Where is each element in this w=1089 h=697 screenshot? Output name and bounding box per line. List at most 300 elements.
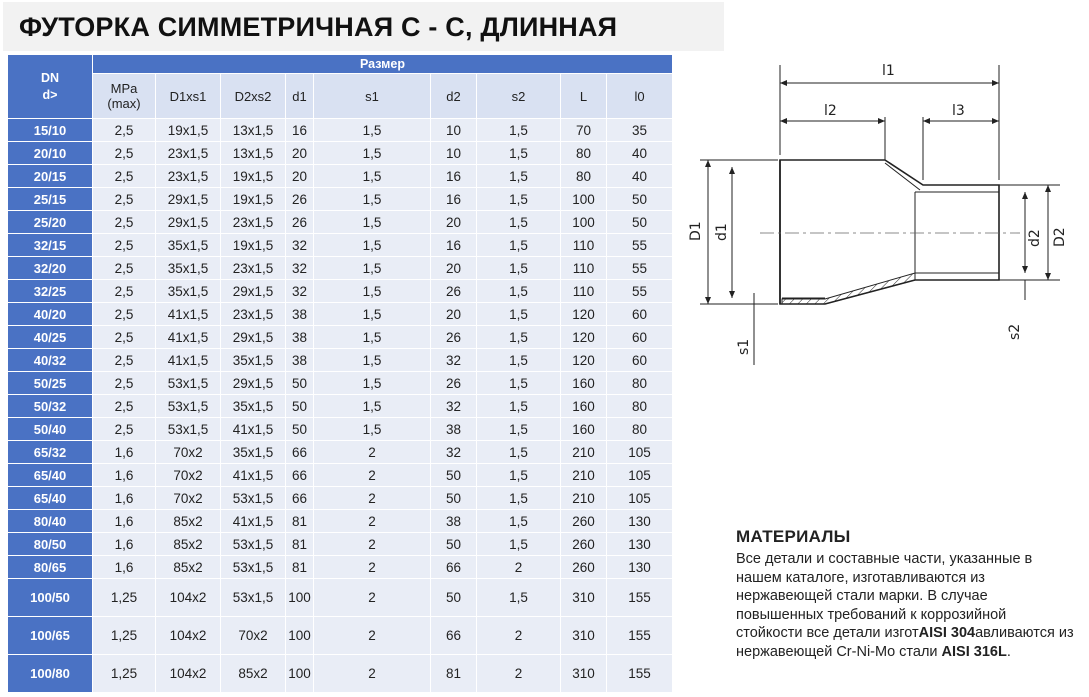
table-cell: 10 [431,119,477,142]
dn-cell: 65/32 [8,441,93,464]
table-cell: 85x2 [156,556,221,579]
table-cell: 20 [286,165,314,188]
table-cell: 2 [314,510,431,533]
table-cell: 1,5 [477,303,561,326]
table-row [8,188,673,211]
table-cell: 2,5 [93,257,156,280]
table-cell: 80 [607,395,673,418]
table-cell: 1,5 [314,142,431,165]
materials-text-part2: авливаются из нержавеющей Cr-Ni-Mo стали [736,625,1074,660]
table-cell: 10 [431,142,477,165]
table-cell: 29x1,5 [156,211,221,234]
table-cell: 2 [314,441,431,464]
table-cell: 1,5 [477,326,561,349]
table-row [8,395,673,418]
table-body [8,119,673,693]
table-cell: 1,5 [314,119,431,142]
table-cell: 53x1,5 [221,579,286,617]
table-cell: 23x1,5 [221,211,286,234]
table-cell: 1,5 [477,142,561,165]
table-cell: 53x1,5 [156,395,221,418]
table-cell: 104x2 [156,579,221,617]
table-cell: 13x1,5 [221,142,286,165]
table-row [8,326,673,349]
table-row [8,418,673,441]
table-row [8,510,673,533]
dn-header [8,55,93,119]
table-cell: 1,5 [477,395,561,418]
label-l3: l3 [952,103,965,119]
column-header-text: MPa [110,81,138,96]
table-cell: 130 [607,556,673,579]
dn-cell: 32/20 [8,257,93,280]
dn-cell: 32/15 [8,234,93,257]
table-cell: 29x1,5 [156,188,221,211]
table-cell: 53x1,5 [221,556,286,579]
label-s2: s2 [1007,323,1023,340]
table-cell: 1,6 [93,441,156,464]
column-header-text: d1 [292,88,307,104]
table-cell: 104x2 [156,617,221,655]
table-cell: 2 [314,617,431,655]
table-cell: 50 [431,487,477,510]
table-row [8,579,673,617]
table-cell: 1,5 [477,349,561,372]
table-cell: 26 [286,211,314,234]
table-cell: 35x1,5 [221,349,286,372]
column-header-text: l0 [634,88,645,104]
column-header [156,74,221,119]
table-cell: 16 [431,188,477,211]
table-row [8,533,673,556]
table-cell: 2 [314,533,431,556]
column-header-text: L [579,88,588,104]
table-cell: 210 [561,487,607,510]
label-l2: l2 [824,103,837,119]
materials-text-part1: Все детали и составные части, указанные в нашем каталоге, изготавливаются из нержавеющей стали марки. В случае повышенных требований к коррозийной стойкости все детали изгот [736,551,1033,642]
table-row [8,464,673,487]
column-header-text: s1 [365,88,379,104]
table-cell: 50 [286,372,314,395]
table-cell: 50 [607,188,673,211]
column-header-text: d2 [446,88,461,104]
table-cell: 16 [286,119,314,142]
dn-cell: 40/25 [8,326,93,349]
table-cell: 20 [431,257,477,280]
table-row [8,556,673,579]
table-cell: 60 [607,303,673,326]
table-cell: 81 [431,655,477,693]
table-cell: 53x1,5 [221,487,286,510]
table-cell: 55 [607,280,673,303]
table-cell: 120 [561,349,607,372]
column-header [314,74,431,119]
materials-section [736,527,1076,662]
table-cell: 23x1,5 [156,142,221,165]
table-row [8,655,673,693]
spec-table [7,54,673,693]
table-cell: 38 [431,510,477,533]
table-cell: 1,5 [477,533,561,556]
table-cell: 1,5 [477,579,561,617]
table-cell: 1,5 [314,303,431,326]
table-cell: 41x1,5 [156,303,221,326]
table-cell: 35 [607,119,673,142]
table-cell: 2,5 [93,188,156,211]
column-header [607,74,673,119]
table-cell: 70 [561,119,607,142]
dn-cell: 25/20 [8,211,93,234]
column-header-row [8,74,673,119]
table-cell: 160 [561,395,607,418]
reducer-drawing-svg [690,55,1070,375]
dn-cell: 32/25 [8,280,93,303]
table-row [8,119,673,142]
table-cell: 2,5 [93,418,156,441]
label-d2: d2 [1027,229,1043,247]
table-cell: 32 [431,349,477,372]
table-cell: 66 [286,464,314,487]
table-cell: 110 [561,234,607,257]
table-cell: 155 [607,617,673,655]
table-cell: 120 [561,326,607,349]
dn-cell: 50/25 [8,372,93,395]
table-cell: 2,5 [93,211,156,234]
table-cell: 2 [477,556,561,579]
column-header [561,74,607,119]
table-cell: 1,5 [477,418,561,441]
dn-cell: 65/40 [8,487,93,510]
table-cell: 81 [286,556,314,579]
table-cell: 85x2 [156,533,221,556]
table-cell: 110 [561,257,607,280]
dn-cell: 100/50 [8,579,93,617]
table-row [8,257,673,280]
table-cell: 81 [286,510,314,533]
table-cell: 1,6 [93,487,156,510]
table-row [8,280,673,303]
table-cell: 53x1,5 [221,533,286,556]
table-cell: 23x1,5 [221,257,286,280]
materials-title: МАТЕРИАЛЫ [736,527,851,546]
table-cell: 210 [561,464,607,487]
table-cell: 260 [561,510,607,533]
table-cell: 80 [561,165,607,188]
table-cell: 1,5 [314,165,431,188]
table-row [8,234,673,257]
table-cell: 310 [561,579,607,617]
table-cell: 2 [314,464,431,487]
table-cell: 80 [607,372,673,395]
table-cell: 1,5 [477,119,561,142]
table-cell: 66 [286,487,314,510]
table-cell: 1,5 [477,510,561,533]
table-cell: 66 [431,617,477,655]
table-cell: 66 [286,441,314,464]
dn-cell: 40/32 [8,349,93,372]
column-header-text: D2xs2 [234,88,272,104]
table-row [8,303,673,326]
column-header [221,74,286,119]
table-cell: 1,5 [477,165,561,188]
table-cell: 1,5 [314,257,431,280]
table-cell: 260 [561,556,607,579]
table-cell: 2,5 [93,372,156,395]
table-cell: 130 [607,533,673,556]
table-cell: 55 [607,234,673,257]
table-cell: 23x1,5 [156,165,221,188]
table-cell: 26 [431,280,477,303]
table-cell: 1,5 [314,211,431,234]
label-l1: l1 [882,63,895,79]
table-cell: 210 [561,441,607,464]
materials-steel-304: AISI 304 [918,625,976,642]
table-cell: 16 [431,234,477,257]
table-cell: 41x1,5 [156,349,221,372]
table-row [8,142,673,165]
table-cell: 310 [561,617,607,655]
materials-text-end: . [1006,643,1011,660]
dn-cell: 25/15 [8,188,93,211]
table-cell: 2 [314,579,431,617]
table-cell: 13x1,5 [221,119,286,142]
table-cell: 1,5 [314,326,431,349]
table-cell: 32 [286,234,314,257]
table-cell: 50 [286,418,314,441]
dn-cell: 15/10 [8,119,93,142]
table-cell: 32 [431,441,477,464]
table-cell: 1,5 [314,372,431,395]
table-cell: 19x1,5 [221,234,286,257]
table-cell: 1,5 [477,487,561,510]
page-title: ФУТОРКА СИММЕТРИЧНАЯ С - С, ДЛИННАЯ [19,12,618,42]
table-cell: 2,5 [93,119,156,142]
table-cell: 29x1,5 [221,280,286,303]
table-cell: 70x2 [221,617,286,655]
dn-cell: 50/32 [8,395,93,418]
column-header [93,74,156,119]
size-group-header: Размер [93,55,673,74]
table-cell: 60 [607,349,673,372]
table-cell: 1,6 [93,533,156,556]
dn-cell: 20/10 [8,142,93,165]
table-cell: 155 [607,579,673,617]
table-cell: 100 [561,188,607,211]
dn-cell: 80/50 [8,533,93,556]
table-cell: 20 [431,211,477,234]
table-cell: 50 [607,211,673,234]
table-cell: 16 [431,165,477,188]
table-cell: 35x1,5 [156,257,221,280]
title-bar [3,2,724,51]
dn-cell: 100/65 [8,617,93,655]
table-cell: 85x2 [156,510,221,533]
table-cell: 70x2 [156,441,221,464]
table-cell: 50 [431,579,477,617]
table-cell: 310 [561,655,607,693]
table-cell: 80 [607,418,673,441]
table-cell: 38 [286,303,314,326]
table-cell: 2 [314,556,431,579]
column-header-text: s2 [511,88,526,104]
table-cell: 41x1,5 [221,510,286,533]
table-row [8,441,673,464]
table-row [8,349,673,372]
column-header [286,74,314,119]
table-cell: 2 [314,487,431,510]
table-cell: 26 [431,326,477,349]
table-cell: 2 [477,655,561,693]
table-cell: 110 [561,280,607,303]
table-cell: 26 [286,188,314,211]
table-row [8,211,673,234]
dn-cell: 50/40 [8,418,93,441]
table-row [8,372,673,395]
table-cell: 50 [431,533,477,556]
table-cell: 2,5 [93,349,156,372]
table-cell: 105 [607,441,673,464]
table-cell: 53x1,5 [156,418,221,441]
materials-text [736,550,1076,662]
table-cell: 32 [431,395,477,418]
table-cell: 100 [561,211,607,234]
dn-cell: 80/65 [8,556,93,579]
dn-header-line2: d> [42,87,58,102]
table-cell: 38 [286,349,314,372]
table-cell: 50 [431,464,477,487]
table-cell: 55 [607,257,673,280]
dn-cell: 100/80 [8,655,93,693]
table-cell: 41x1,5 [156,326,221,349]
table-cell: 1,25 [93,579,156,617]
table-cell: 32 [286,257,314,280]
table-cell: 160 [561,418,607,441]
table-cell: 1,5 [477,464,561,487]
column-header [431,74,477,119]
table-cell: 29x1,5 [221,372,286,395]
label-d1: d1 [714,223,730,241]
table-cell: 120 [561,303,607,326]
table-cell: 35x1,5 [221,441,286,464]
table-cell: 1,6 [93,510,156,533]
table-cell: 1,5 [477,280,561,303]
column-header-text: D1xs1 [169,88,207,104]
table-cell: 2 [477,617,561,655]
table-cell: 2,5 [93,395,156,418]
table-cell: 81 [286,533,314,556]
table-cell: 70x2 [156,487,221,510]
table-cell: 41x1,5 [221,418,286,441]
table-cell: 1,6 [93,464,156,487]
table-cell: 19x1,5 [221,165,286,188]
table-cell: 2,5 [93,280,156,303]
table-cell: 160 [561,372,607,395]
table-cell: 1,5 [314,349,431,372]
table-row [8,487,673,510]
table-cell: 1,25 [93,617,156,655]
table-cell: 2 [314,655,431,693]
label-D1: D1 [688,221,704,241]
table-cell: 1,5 [477,188,561,211]
table-cell: 100 [286,617,314,655]
table-cell: 100 [286,579,314,617]
table-cell: 38 [431,418,477,441]
table-cell: 1,6 [93,556,156,579]
table-cell: 1,5 [477,211,561,234]
table-cell: 38 [286,326,314,349]
label-D2: D2 [1052,227,1068,247]
dn-header-line1: DN [40,70,60,85]
table-cell: 29x1,5 [221,326,286,349]
table-cell: 70x2 [156,464,221,487]
table-cell: 20 [286,142,314,165]
table-cell: 1,5 [477,372,561,395]
table-cell: 66 [431,556,477,579]
table-cell: 19x1,5 [221,188,286,211]
table-cell: 155 [607,655,673,693]
table-cell: 1,5 [477,257,561,280]
table-cell: 1,5 [477,441,561,464]
table-cell: 32 [286,280,314,303]
table-cell: 1,5 [477,234,561,257]
table-cell: 26 [431,372,477,395]
dn-cell: 80/40 [8,510,93,533]
label-s1: s1 [736,338,752,355]
table-cell: 41x1,5 [221,464,286,487]
table-cell: 2,5 [93,142,156,165]
table-cell: 1,5 [314,280,431,303]
table-cell: 130 [607,510,673,533]
table-cell: 1,5 [314,234,431,257]
column-header-text: (max) [107,96,141,111]
table-cell: 40 [607,142,673,165]
table-cell: 100 [286,655,314,693]
table-cell: 60 [607,326,673,349]
dn-cell: 20/15 [8,165,93,188]
table-cell: 2,5 [93,234,156,257]
table-cell: 19x1,5 [156,119,221,142]
table-cell: 1,5 [314,418,431,441]
table-cell: 85x2 [221,655,286,693]
table-cell: 1,5 [314,395,431,418]
table-cell: 2,5 [93,165,156,188]
dn-cell: 40/20 [8,303,93,326]
table-cell: 260 [561,533,607,556]
table-cell: 2,5 [93,326,156,349]
table-cell: 80 [561,142,607,165]
dn-cell: 65/40 [8,464,93,487]
table-cell: 35x1,5 [156,280,221,303]
table-row [8,617,673,655]
table-row [8,165,673,188]
technical-drawing [690,55,1070,380]
table-cell: 53x1,5 [156,372,221,395]
column-header [477,74,561,119]
table-cell: 2,5 [93,303,156,326]
table-cell: 104x2 [156,655,221,693]
materials-steel-316l: AISI 316L [941,643,1007,660]
table-cell: 105 [607,464,673,487]
table-cell: 40 [607,165,673,188]
table-cell: 1,25 [93,655,156,693]
table-cell: 50 [286,395,314,418]
table-cell: 23x1,5 [221,303,286,326]
table-cell: 35x1,5 [221,395,286,418]
table-cell: 105 [607,487,673,510]
table-cell: 1,5 [314,188,431,211]
table-cell: 20 [431,303,477,326]
table-cell: 35x1,5 [156,234,221,257]
